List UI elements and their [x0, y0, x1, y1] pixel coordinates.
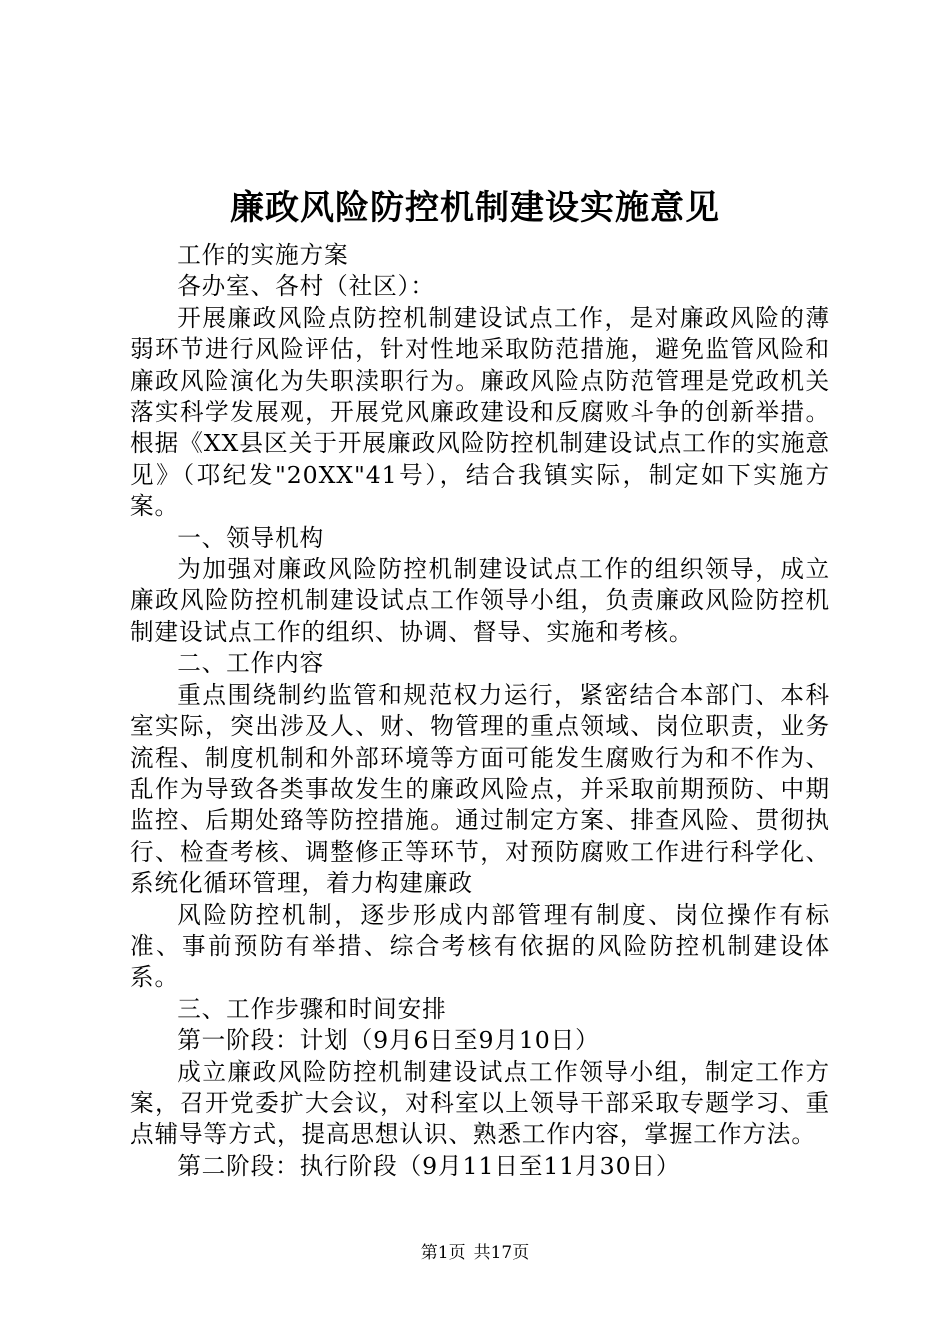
paragraph-phase-one: 成立廉政风险防控机制建设试点工作领导小组，制定工作方案，召开党委扩大会议，对科室以上领导干部采取专题学习、重点辅导等方式，提高思想认识、熟悉工作内容，掌握工作方法。	[130, 1057, 830, 1149]
paragraph-addressee: 各办室、各村（社区）：	[177, 272, 435, 301]
section-heading-schedule: 三、工作步骤和时间安排	[177, 994, 447, 1023]
paragraph-content-continued: 风险防控机制，逐步形成内部管理有制度、岗位操作有标准、事前预防有举措、综合考核有依据的风险防控机制建设体系。	[130, 900, 830, 992]
paragraph-subtitle: 工作的实施方案	[177, 241, 349, 269]
document-body	[130, 240, 830, 1182]
phase-two-heading: 第二阶段：执行阶段（9月11日至11月30日）	[177, 1151, 681, 1180]
page-total: 共17页	[473, 1243, 530, 1263]
paragraph-leadership: 为加强对廉政风险防控机制建设试点工作的组织领导，成立廉政风险防控机制建设试点工作领导小组，负责廉政风险防控机制建设试点工作的组织、协调、督导、实施和考核。	[130, 555, 830, 646]
section-heading-leadership: 一、领导机构	[177, 523, 325, 552]
paragraph-content: 重点围绕制约监管和规范权力运行，紧密结合本部门、本科室实际，突出涉及人、财、物管理的重点领域、岗位职责，业务流程、制度机制和外部环境等方面可能发生腐败行为和不作为、乱作为导致各类事故发生的廉政风险点，并采取前期预防、中期监控、后期处臵等防控措施。通过制定方案、排查风险、贯彻执行、检查考核、调整修正等环节，对预防腐败工作进行科学化、系统化循环管理，着力构建廉政	[130, 680, 830, 898]
section-heading-content: 二、工作内容	[177, 649, 325, 678]
paragraph-intro: 开展廉政风险点防控机制建设试点工作，是对廉政风险的薄弱环节进行风险评估，针对性地采取防范措施，避免监管风险和廉政风险演化为失职渎职行为。廉政风险点防范管理是党政机关落实科学发展观，开展党风廉政建设和反腐败斗争的创新举措。根据《XX县区关于开展廉政风险防控机制建设试点工作的实施意见》（邛纪发"20XX"41号），结合我镇实际，制定如下实施方案。	[130, 303, 830, 521]
phase-one-heading: 第一阶段：计划（9月6日至9月10日）	[177, 1026, 600, 1055]
page-footer	[0, 1241, 950, 1265]
document-title: 廉政风险防控机制建设实施意见	[230, 188, 720, 228]
page-number: 第1页	[420, 1243, 466, 1263]
